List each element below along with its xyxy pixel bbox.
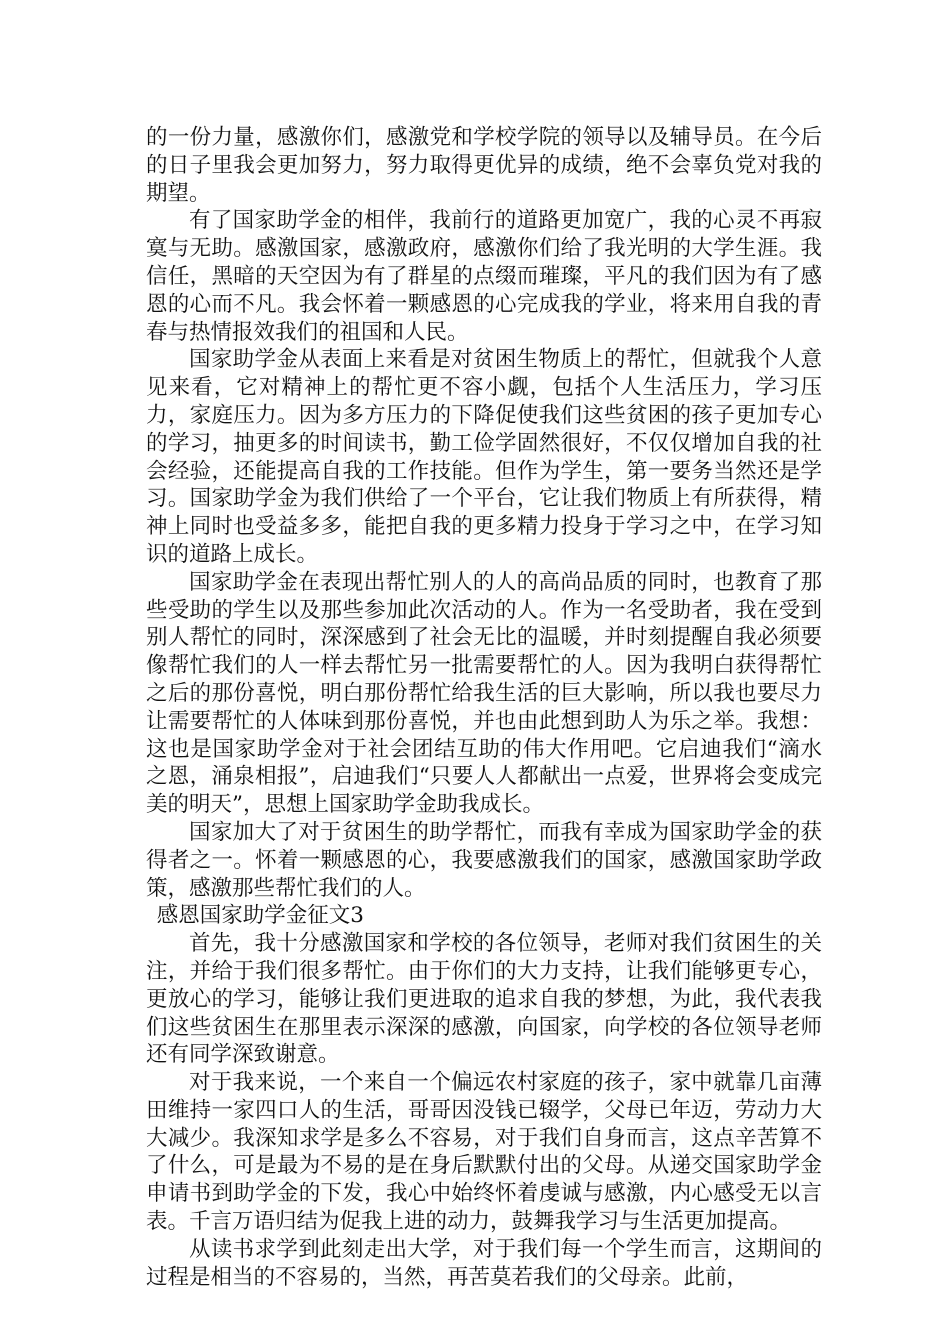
- paragraph: 国家助学金在表现出帮忙别人的人的高尚品质的同时，也教育了那些受助的学生以及那些参加此次活动的人。作为一名受助者，我在受到别人帮忙的同时，深深感到了社会无比的温暖，并时刻提醒自我必须要像帮忙我们的人一样去帮忙另一批需要帮忙的人。因为我明白获得帮忙之后的那份喜悦，明白那份帮忙给我生活的巨大影响，所以我也要尽力让需要帮忙的人体味到那份喜悦，并也由此想到助人为乐之举。我想：这也是国家助学金对于社会团结互助的伟大作用吧。它启迪我们“滴水之恩，涌泉相报”，启迪我们“只要人人都献出一点爱，世界将会变成完美的明天”，思想上国家助学金助我成长。: [146, 569, 822, 818]
- paragraph-continued: 的一份力量，感激你们，感激党和学校学院的领导以及辅导员。在今后的日子里我会更加努力，努力取得更优异的成绩，绝不会辜负党对我的期望。: [146, 125, 822, 206]
- paragraph: 有了国家助学金的相伴，我前行的道路更加宽广，我的心灵不再寂寞与无助。感激国家，感激政府，感激你们给了我光明的大学生涯。我信任，黑暗的天空因为有了群星的点缀而璀璨，平凡的我们因为有了感恩的心而不凡。我会怀着一颗感恩的心完成我的学业，将来用自我的青春与热情报效我们的祖国和人民。: [146, 208, 822, 345]
- paragraph: 首先，我十分感激国家和学校的各位领导，老师对我们贫困生的关注，并给于我们很多帮忙。由于你们的大力支持，让我们能够更专心，更放心的学习，能够让我们更进取的追求自我的梦想，为此，我代表我们这些贫困生在那里表示深深的感激，向国家，向学校的各位领导老师还有同学深致谢意。: [146, 931, 822, 1068]
- section-heading: 感恩国家助学金征文3: [156, 903, 364, 929]
- document-page: [146, 124, 822, 1291]
- paragraph: 对于我来说，一个来自一个偏远农村家庭的孩子，家中就靠几亩薄田维持一家四口人的生活，哥哥因没钱已辍学，父母已年迈，劳动力大大减少。我深知求学是多么不容易，对于我们自身而言，这点辛苦算不了什么，可是最为不易的是在身后默默付出的父母。从递交国家助学金申请书到助学金的下发，我心中始终怀着虔诚与感激，内心感受无以言表。千言万语归结为促我上进的动力，鼓舞我学习与生活更加提高。: [146, 1070, 822, 1235]
- paragraph: 国家加大了对于贫困生的助学帮忙，而我有幸成为国家助学金的获得者之一。怀着一颗感恩的心，我要感激我们的国家，感激国家助学政策，感激那些帮忙我们的人。: [146, 819, 822, 901]
- paragraph: 从读书求学到此刻走出大学，对于我们每一个学生而言，这期间的过程是相当的不容易的，当然，再苦莫若我们的父母亲。此前，: [146, 1236, 822, 1290]
- paragraph: 国家助学金从表面上来看是对贫困生物质上的帮忙，但就我个人意见来看，它对精神上的帮忙更不容小觑，包括个人生活压力，学习压力，家庭压力。因为多方压力的下降促使我们这些贫困的孩子更加专心的学习，抽更多的时间读书，勤工俭学固然很好，不仅仅增加自我的社会经验，还能提高自我的工作技能。但作为学生，第一要务当然还是学习。国家助学金为我们供给了一个平台，它让我们物质上有所获得，精神上同时也受益多多，能把自我的更多精力投身于学习之中，在学习知识的道路上成长。: [146, 347, 822, 567]
